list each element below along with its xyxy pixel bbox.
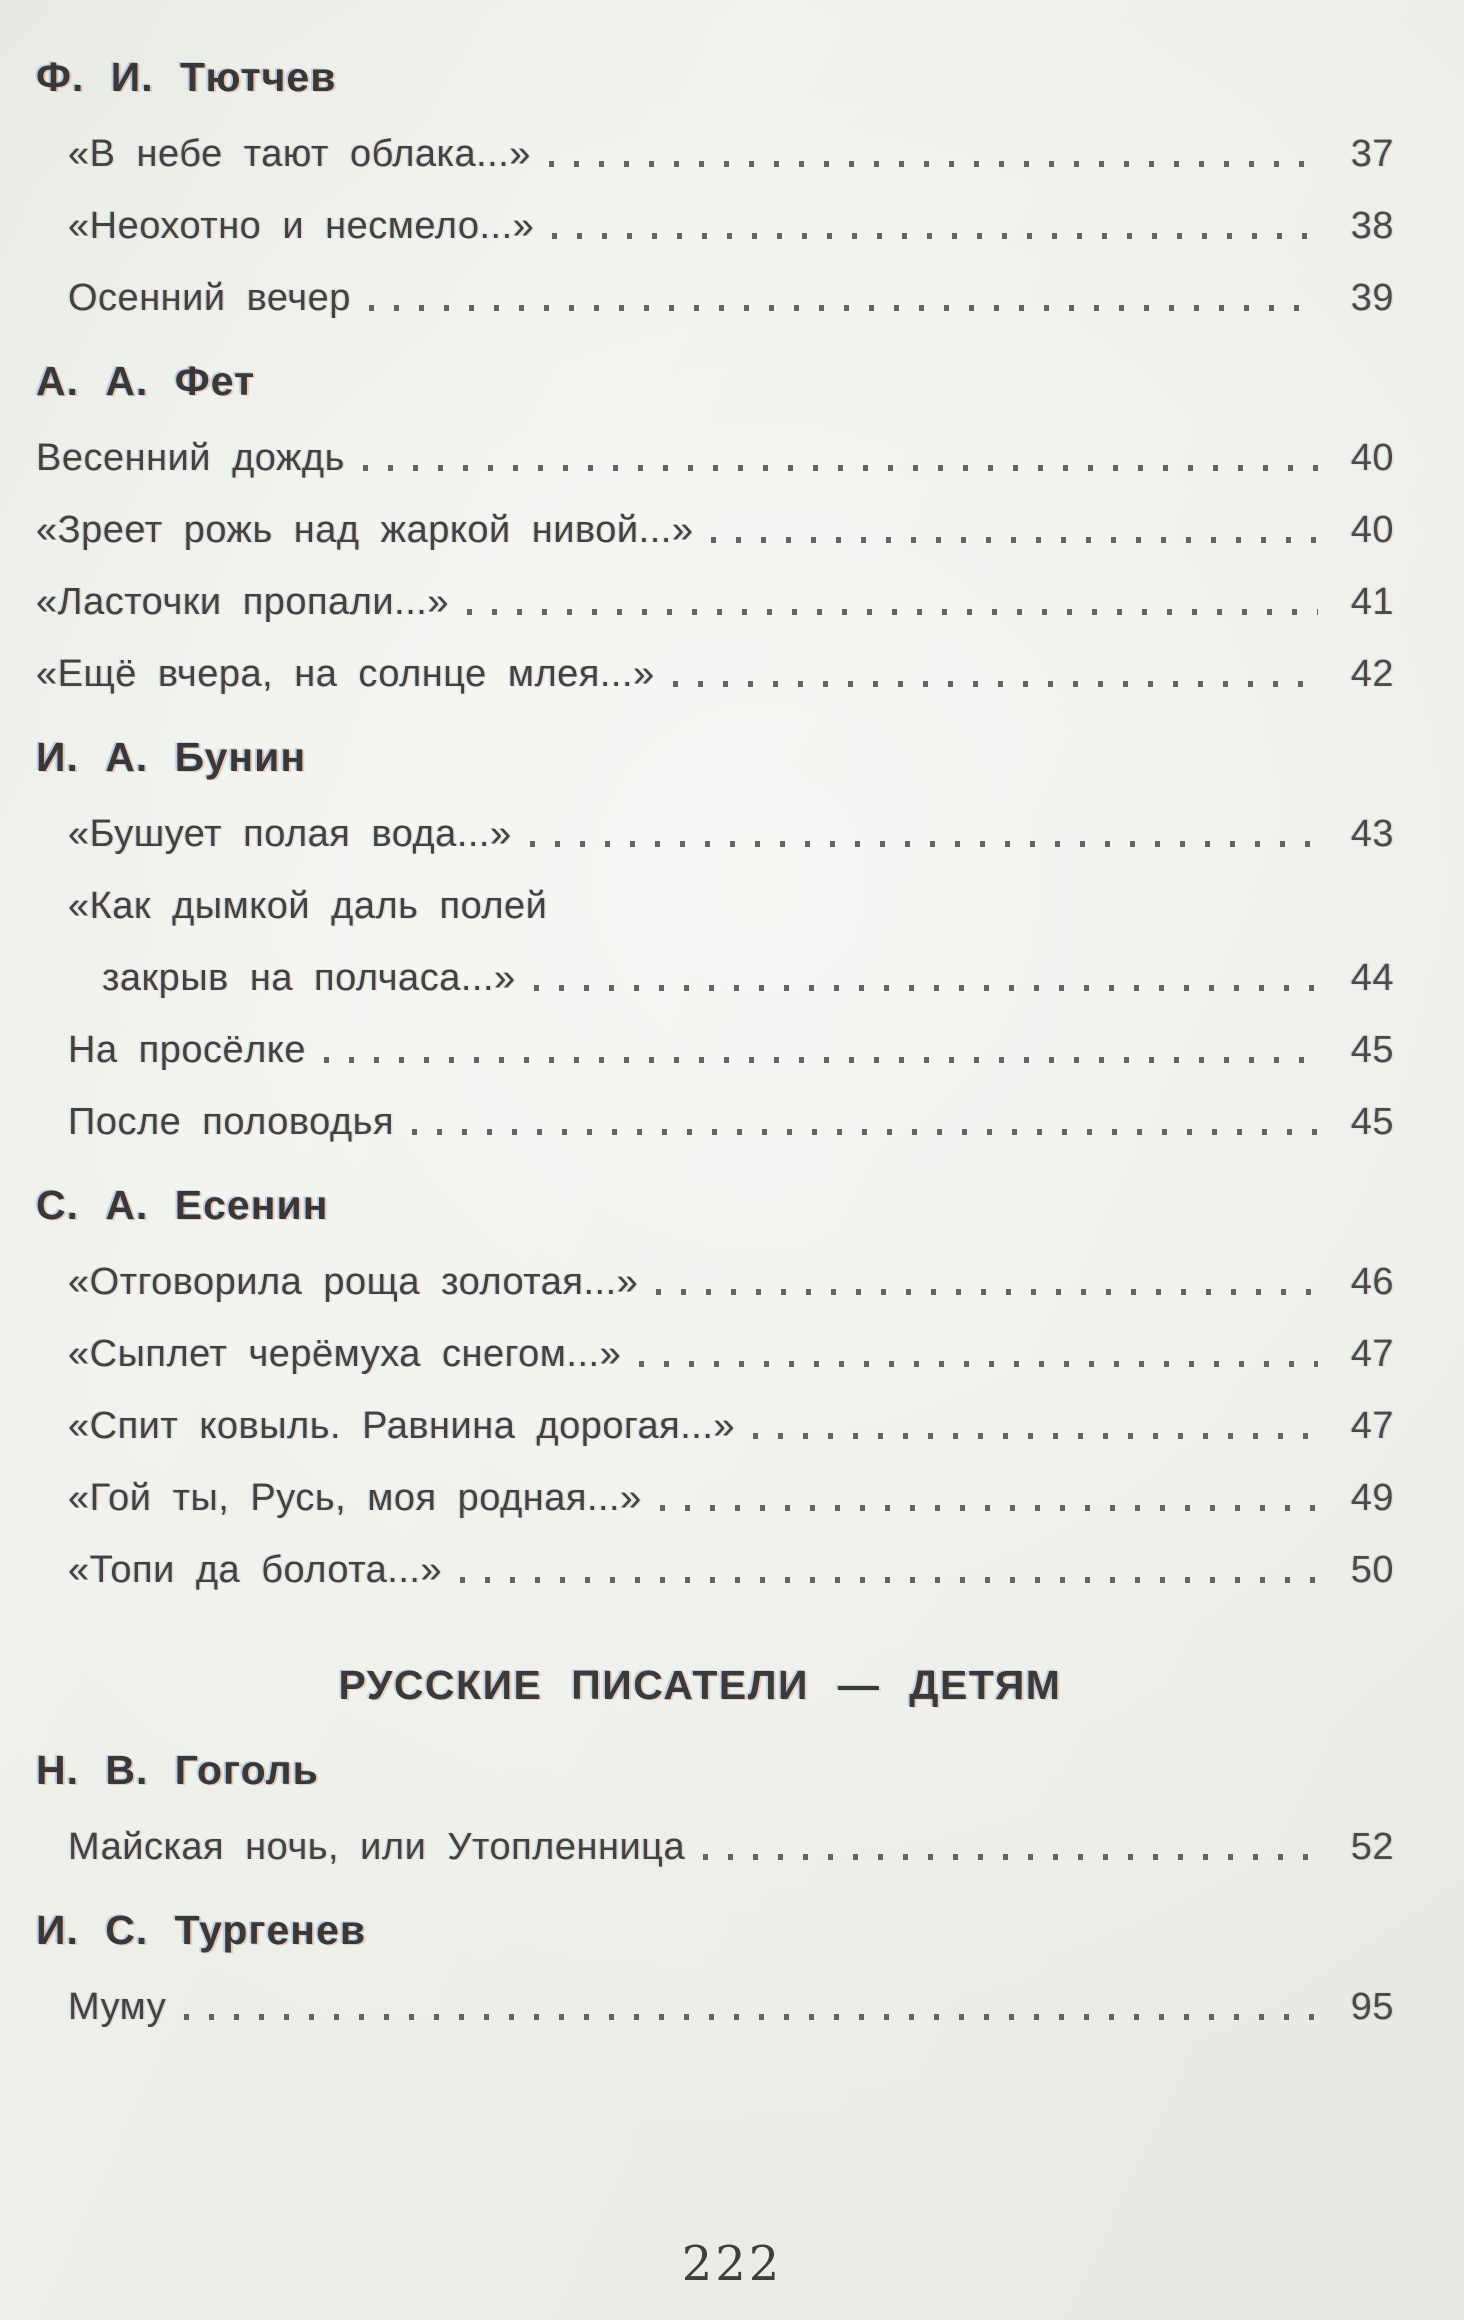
dot-leader <box>467 609 1318 615</box>
toc-entry <box>68 1261 1394 1304</box>
entry-title: «Топи да болота...» <box>68 1549 443 1591</box>
entry-page-number: 40 <box>1350 437 1394 479</box>
entry-line <box>68 813 1394 856</box>
toc-entry <box>68 133 1394 176</box>
author-heading: И. С. Тургенев <box>36 1907 367 1953</box>
entry-title: «Гой ты, Русь, моя родная...» <box>68 1477 642 1519</box>
entry-page-number: 44 <box>1350 957 1394 999</box>
dot-leader <box>673 681 1318 687</box>
author-heading: А. А. Фет <box>36 358 256 404</box>
dot-leader <box>184 2014 1318 2020</box>
dot-leader <box>412 1129 1318 1135</box>
entry-title: «В небе тают облака...» <box>68 133 531 175</box>
dot-leader <box>324 1057 1318 1063</box>
entry-line <box>102 957 1394 1000</box>
entry-line <box>68 1477 1394 1520</box>
entry-title: Муму <box>68 1986 167 2028</box>
toc-entry <box>36 437 1394 480</box>
section-heading: РУССКИЕ ПИСАТЕЛИ — ДЕТЯМ <box>338 1662 1062 1708</box>
toc-entry <box>68 1477 1394 1520</box>
entry-title: «Отговорила роща золотая...» <box>68 1261 639 1303</box>
toc-entry <box>68 1549 1394 1592</box>
entry-line <box>68 1333 1394 1376</box>
dot-leader <box>660 1505 1318 1511</box>
entry-title: «Как дымкой даль полей <box>68 885 548 927</box>
entry-line <box>36 581 1394 624</box>
entry-title: «Сыплет черёмуха снегом...» <box>68 1333 622 1375</box>
entry-line <box>68 205 1394 248</box>
entry-line <box>36 509 1394 552</box>
entry-line <box>68 1261 1394 1304</box>
toc-entry <box>36 653 1394 696</box>
dot-leader <box>552 233 1318 239</box>
entry-title: Весенний дождь <box>36 437 345 479</box>
entry-page-number: 50 <box>1350 1549 1394 1591</box>
entry-page-number: 45 <box>1350 1029 1394 1071</box>
page-number: 222 <box>681 2236 783 2292</box>
dot-leader <box>753 1433 1318 1439</box>
entry-page-number: 45 <box>1350 1101 1394 1143</box>
entry-line <box>36 653 1394 696</box>
toc-entry <box>36 509 1394 552</box>
entry-title: «Неохотно и несмело...» <box>68 205 535 247</box>
author-heading: С. А. Есенин <box>36 1182 329 1228</box>
dot-leader <box>460 1577 1318 1583</box>
toc-entry <box>68 1333 1394 1376</box>
dot-leader <box>703 1854 1318 1860</box>
dot-leader <box>530 841 1318 847</box>
toc-entry <box>68 1029 1394 1072</box>
author-heading: И. А. Бунин <box>36 734 307 780</box>
dot-leader <box>639 1361 1318 1367</box>
entry-page-number: 46 <box>1350 1261 1394 1303</box>
author-heading: Ф. И. Тютчев <box>36 54 337 100</box>
entry-line <box>68 1029 1394 1072</box>
dot-leader <box>656 1289 1318 1295</box>
entry-page-number: 41 <box>1350 581 1394 623</box>
entry-title: Осенний вечер <box>68 277 351 319</box>
entry-line <box>68 1826 1394 1869</box>
entry-title: После половодья <box>68 1101 395 1143</box>
dot-leader <box>363 465 1318 471</box>
entry-line <box>68 1101 1394 1144</box>
toc-entry <box>68 1826 1394 1869</box>
author-heading: Н. В. Гоголь <box>36 1747 319 1793</box>
entry-title: «Бушует полая вода...» <box>68 813 512 855</box>
entry-page-number: 39 <box>1350 277 1394 319</box>
toc-entry <box>68 885 1394 1000</box>
entry-page-number: 49 <box>1350 1477 1394 1519</box>
toc-entry <box>68 277 1394 320</box>
entry-title: Майская ночь, или Утопленница <box>68 1826 686 1868</box>
entry-title: «Ласточки пропали...» <box>36 581 449 623</box>
dot-leader <box>369 305 1318 311</box>
entry-page-number: 95 <box>1350 1986 1394 2028</box>
dot-leader <box>534 985 1318 991</box>
entry-line <box>68 1405 1394 1448</box>
toc-entry <box>68 813 1394 856</box>
dot-leader <box>549 161 1318 167</box>
entry-line <box>68 1549 1394 1592</box>
entry-line <box>68 1986 1394 2029</box>
entry-line <box>68 885 1394 928</box>
toc-entry <box>68 1405 1394 1448</box>
entry-title: «Спит ковыль. Равнина дорогая...» <box>68 1405 736 1447</box>
toc-entry <box>68 1101 1394 1144</box>
entry-page-number: 38 <box>1350 205 1394 247</box>
entry-page-number: 40 <box>1350 509 1394 551</box>
entry-page-number: 42 <box>1350 653 1394 695</box>
entry-line <box>68 133 1394 176</box>
toc-entry <box>68 205 1394 248</box>
entry-title: «Ещё вчера, на солнце млея...» <box>36 653 655 695</box>
entry-page-number: 37 <box>1350 133 1394 175</box>
entry-line <box>68 277 1394 320</box>
entry-title: закрыв на полчаса...» <box>102 957 516 999</box>
entry-title: «Зреет рожь над жаркой нивой...» <box>36 509 694 551</box>
entry-line <box>36 437 1394 480</box>
entry-page-number: 47 <box>1350 1405 1394 1447</box>
entry-page-number: 52 <box>1350 1826 1394 1868</box>
toc-entry <box>36 581 1394 624</box>
entry-page-number: 47 <box>1350 1333 1394 1375</box>
entry-page-number: 43 <box>1350 813 1394 855</box>
entry-title: На просёлке <box>68 1029 306 1071</box>
toc-entry <box>68 1986 1394 2029</box>
dot-leader <box>711 537 1318 543</box>
